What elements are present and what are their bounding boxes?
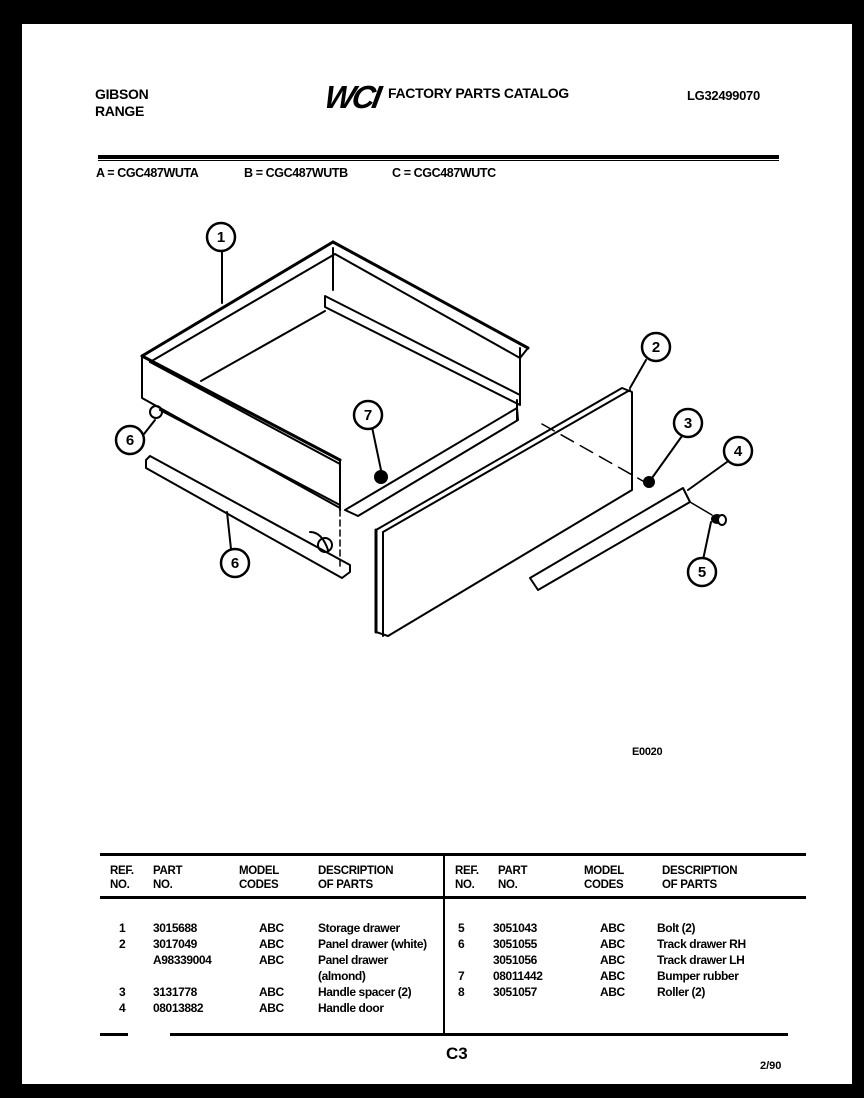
cell-ref: 4: [119, 1001, 126, 1015]
cell-desc: Bolt (2): [657, 921, 696, 935]
revision-date: 2/90: [760, 1060, 782, 1072]
table-top-rule: [100, 853, 806, 856]
page-number: C3: [446, 1044, 468, 1063]
cell-desc: Storage drawer: [318, 921, 400, 935]
cell-desc: Handle door: [318, 1001, 384, 1015]
cell-codes: ABC: [259, 937, 284, 951]
table-header-rule: [100, 896, 806, 899]
header-part-no: PART NO.: [498, 865, 528, 891]
svg-text:1: 1: [216, 229, 226, 246]
callout-4: [724, 437, 752, 465]
cell-part: A98339004: [153, 953, 212, 967]
callout-3: [674, 409, 702, 437]
cell-part: 3051056: [493, 953, 537, 967]
wci-logo: WCI: [321, 79, 382, 115]
catalog-number: LG32499070: [687, 88, 760, 103]
cell-desc: Panel drawer: [318, 953, 388, 967]
cell-codes: ABC: [600, 937, 625, 951]
cell-part: 3051057: [493, 985, 537, 999]
cell-ref: 2: [119, 937, 126, 951]
callout-1: [207, 223, 235, 251]
svg-text:6: 6: [230, 555, 240, 572]
header-part-no: PART NO.: [153, 865, 183, 891]
cell-desc: Track drawer LH: [657, 953, 745, 967]
cell-ref: 8: [458, 985, 465, 999]
exploded-parts-diagram: [22, 24, 852, 784]
cell-desc: (almond): [318, 969, 366, 983]
cell-desc: Roller (2): [657, 985, 706, 999]
cell-desc: Panel drawer (white): [318, 937, 427, 951]
model-c: C = CGC487WUTC: [392, 166, 496, 180]
cell-ref: 5: [458, 921, 465, 935]
table-column-divider: [443, 856, 445, 1034]
header-model-codes: MODEL CODES: [239, 865, 280, 891]
header-ref-no: REF. NO.: [455, 865, 479, 891]
header-model-codes: MODEL CODES: [584, 865, 625, 891]
model-b: B = CGC487WUTB: [244, 166, 348, 180]
cell-ref: 1: [119, 921, 126, 935]
callout-5: [688, 558, 716, 586]
svg-text:6: 6: [125, 432, 135, 449]
header-ref-no: REF. NO.: [110, 865, 134, 891]
cell-ref: 7: [458, 969, 465, 983]
cell-part: 08013882: [153, 1001, 204, 1015]
cell-desc: Handle spacer (2): [318, 985, 412, 999]
cell-codes: ABC: [259, 921, 284, 935]
svg-text:2: 2: [651, 339, 661, 356]
cell-codes: ABC: [259, 953, 284, 967]
cell-codes: ABC: [259, 1001, 284, 1015]
cell-part: 3015688: [153, 921, 197, 935]
catalog-page: [22, 24, 852, 1084]
svg-text:4: 4: [733, 443, 743, 460]
callout-7: [354, 401, 382, 429]
cell-part: 3051055: [493, 937, 537, 951]
bumper-rubber-drawing: [375, 471, 387, 483]
header-description: DESCRIPTION OF PARTS: [662, 865, 738, 891]
product-type: RANGE: [95, 103, 145, 119]
svg-text:5: 5: [697, 564, 707, 581]
cell-desc: Track drawer RH: [657, 937, 746, 951]
cell-codes: ABC: [600, 985, 625, 999]
cell-codes: ABC: [600, 953, 625, 967]
cell-part: 3131778: [153, 985, 197, 999]
cell-part: 3017049: [153, 937, 197, 951]
callout-8: [116, 426, 144, 454]
table-bottom-rule-right: [170, 1033, 788, 1036]
table-bottom-rule-left: [100, 1033, 128, 1036]
cell-part: 3051043: [493, 921, 537, 935]
cell-desc: Bumper rubber: [657, 969, 739, 983]
cell-ref: 6: [458, 937, 465, 951]
cell-part: 08011442: [493, 969, 543, 983]
cell-ref: 3: [119, 985, 126, 999]
catalog-title: FACTORY PARTS CATALOG: [388, 85, 569, 101]
cell-codes: ABC: [600, 921, 625, 935]
callout-6: [221, 549, 249, 577]
drawing-code: E0020: [632, 746, 663, 758]
svg-text:7: 7: [363, 407, 373, 424]
model-a: A = CGC487WUTA: [96, 166, 199, 180]
brand-name: GIBSON: [95, 86, 149, 102]
cell-codes: ABC: [600, 969, 625, 983]
svg-text:3: 3: [683, 415, 693, 432]
cell-codes: ABC: [259, 985, 284, 999]
callout-2: [642, 333, 670, 361]
header-description: DESCRIPTION OF PARTS: [318, 865, 394, 891]
